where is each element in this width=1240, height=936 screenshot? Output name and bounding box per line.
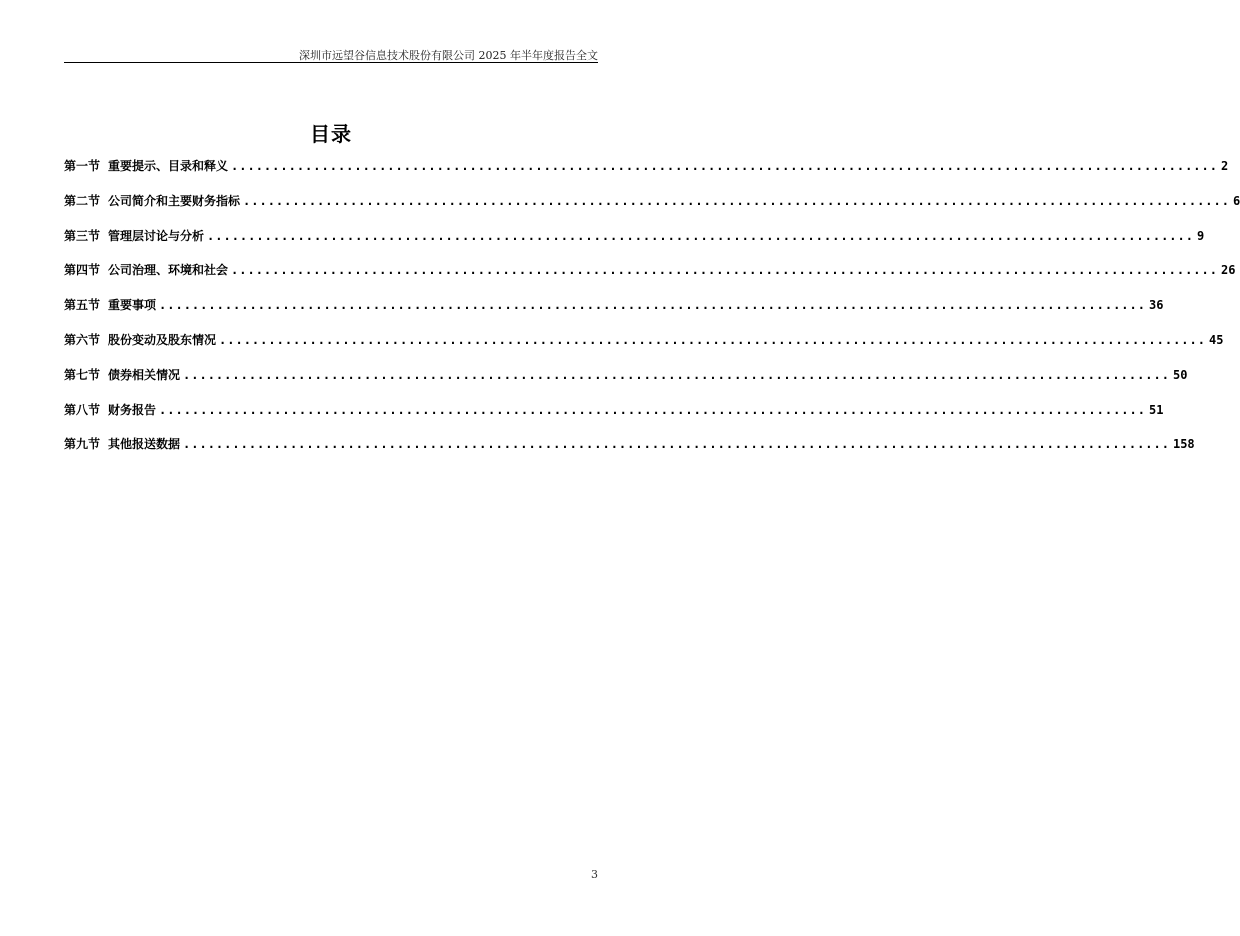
toc-entry[interactable] [64,331,1224,366]
toc-section-number: 第二节 [64,193,101,208]
toc-page-number: 9 [1196,228,1205,243]
dot-leader: ........................................................................................................................ [243,193,1230,208]
toc-section-title: 公司治理、环境和社会 [108,263,229,278]
toc-section-title: 重要事项 [108,298,157,313]
dot-leader: ........................................................................................................................ [159,402,1146,417]
toc-section-title: 公司简介和主要财务指标 [108,193,241,208]
running-header: 深圳市远望谷信息技术股份有限公司 2025 年半年度报告全文 [299,49,598,62]
toc-entry[interactable] [64,157,1229,192]
toc-section-number: 第七节 [64,367,101,382]
toc-page-number: 51 [1148,402,1164,417]
toc-section-number: 第一节 [64,159,101,173]
toc-page-number: 2 [1220,159,1229,173]
toc-entry[interactable] [64,366,1188,401]
toc-page-number: 50 [1172,367,1188,382]
toc-section-number: 第五节 [64,298,101,313]
toc-page-number: 26 [1220,263,1236,278]
toc-section-number: 第三节 [64,228,101,243]
toc-page-number: 36 [1148,298,1164,313]
toc-section-number: 第八节 [64,402,101,417]
header-divider [64,62,598,63]
toc-entry[interactable] [64,296,1164,331]
toc-title: 目录 [310,122,352,146]
dot-leader: ........................................................................................................................ [183,437,1170,452]
dot-leader: ........................................................................................................................ [231,159,1218,173]
toc-entry[interactable] [64,227,1205,262]
toc-page-number: 45 [1208,332,1224,347]
toc-section-title: 其他报送数据 [108,437,181,452]
page-number: 3 [591,868,598,881]
dot-leader: ........................................................................................................................ [183,367,1170,382]
toc-section-title: 管理层讨论与分析 [108,228,205,243]
toc-page-number: 158 [1172,437,1195,452]
toc-entry[interactable] [64,401,1164,436]
toc-section-title: 财务报告 [108,402,157,417]
toc-section-title: 债券相关情况 [108,367,181,382]
toc-page-number: 6 [1232,193,1240,208]
toc-entry[interactable] [64,192,1240,227]
toc-section-title: 股份变动及股东情况 [108,332,217,347]
toc-section-number: 第四节 [64,263,101,278]
dot-leader: ........................................................................................................................ [219,332,1206,347]
dot-leader: ........................................................................................................................ [231,263,1218,278]
table-of-contents [64,157,1240,470]
toc-section-number: 第九节 [64,437,101,452]
dot-leader: ........................................................................................................................ [207,228,1194,243]
toc-section-title: 重要提示、目录和释义 [108,159,229,173]
toc-section-number: 第六节 [64,332,101,347]
toc-entry[interactable] [64,435,1195,470]
dot-leader: ........................................................................................................................ [159,298,1146,313]
toc-entry[interactable] [64,261,1236,296]
